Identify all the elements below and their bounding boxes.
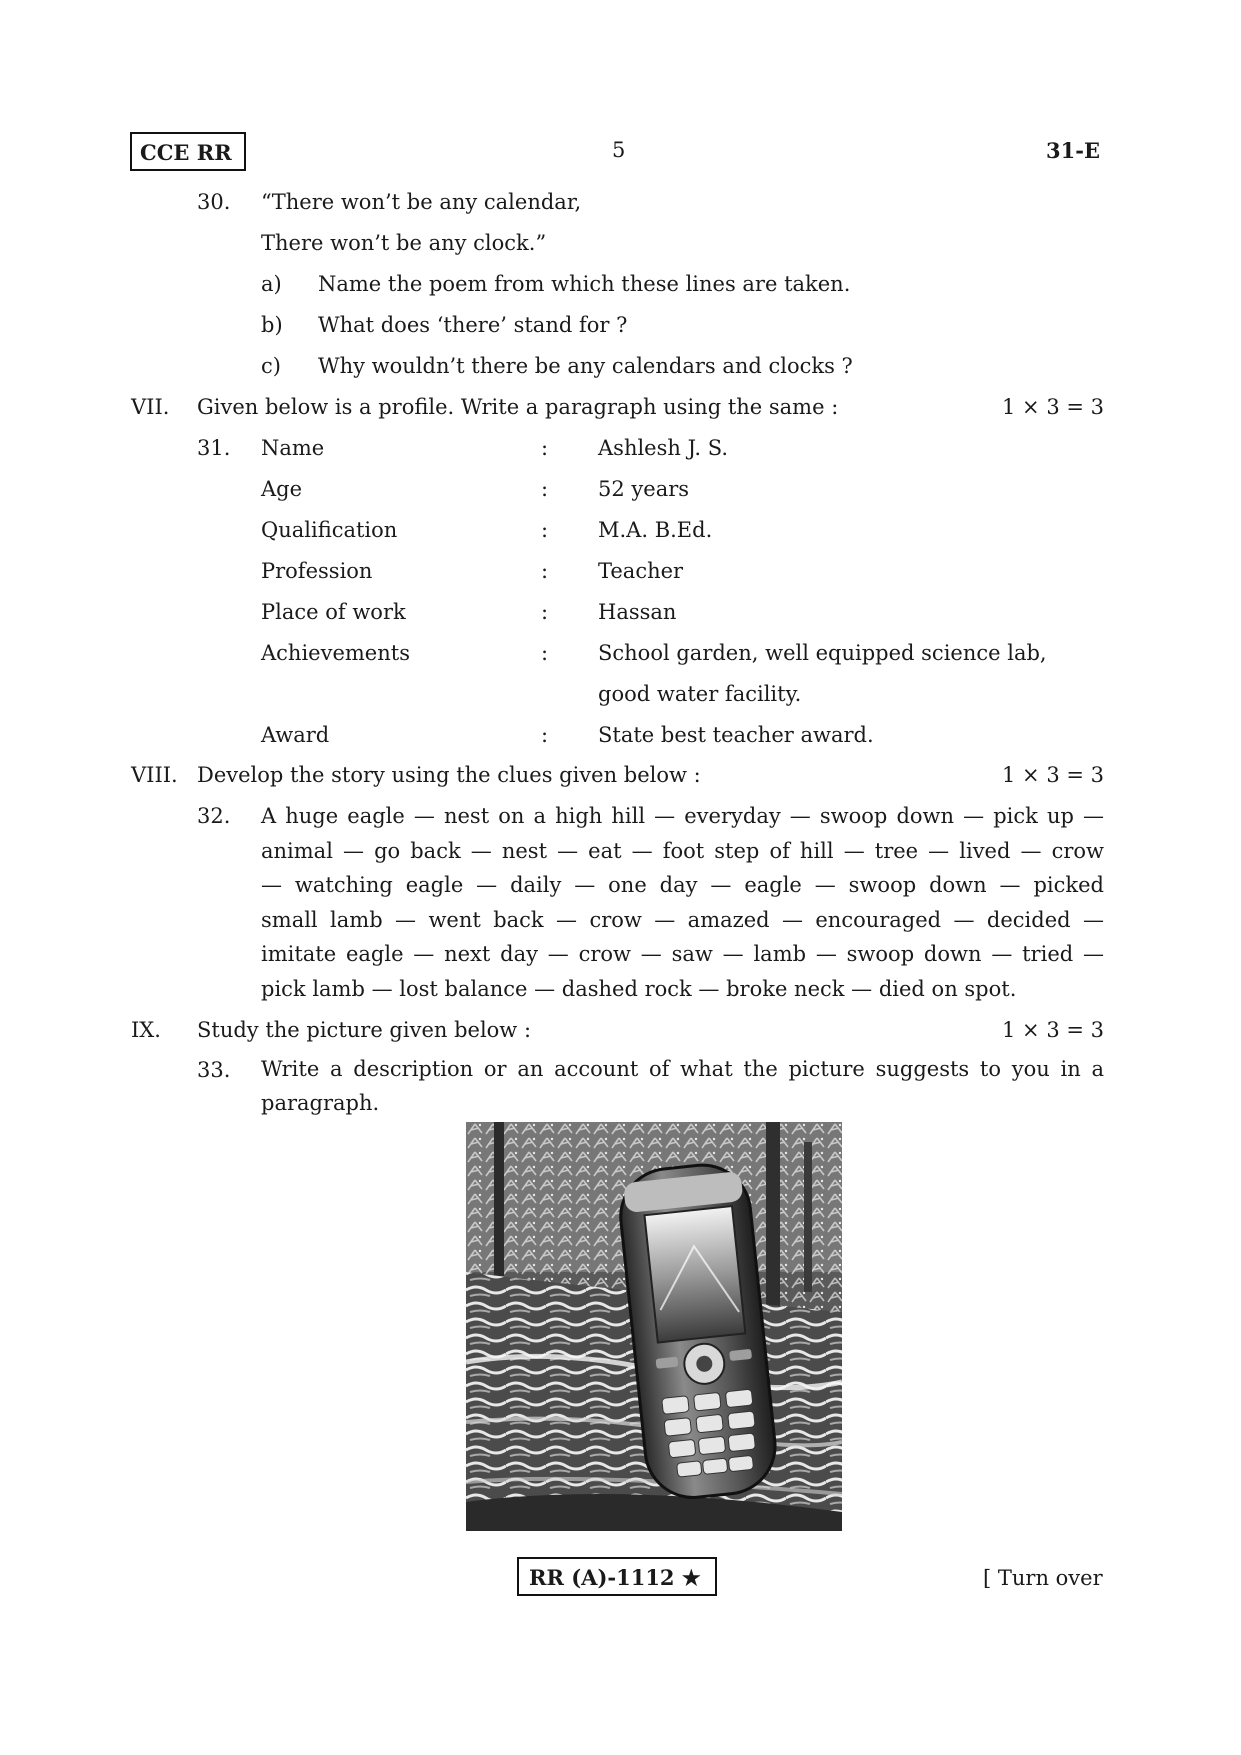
q30c-text: Why wouldn’t there be any calendars and clocks ? — [318, 354, 853, 378]
profile-label-qualification: Qualification — [261, 518, 398, 542]
q30b-label: b) — [261, 313, 283, 337]
q31-number: 31. — [197, 436, 231, 460]
profile-label-age: Age — [261, 477, 303, 501]
section-7-numeral: VII. — [131, 395, 170, 419]
q30a-text: Name the poem from which these lines are taken. — [318, 272, 851, 296]
profile-value-place-of-work: Hassan — [598, 600, 677, 624]
clue-line: A huge eagle — nest on a high hill — everyday — swoop down — pick up — — [261, 804, 1104, 828]
profile-colon: : — [541, 518, 549, 542]
profile-value-qualification: M.A. B.Ed. — [598, 518, 713, 542]
profile-value-profession: Teacher — [598, 559, 684, 583]
page-number: 5 — [612, 138, 626, 162]
q32-number: 32. — [197, 804, 231, 828]
profile-colon: : — [541, 436, 549, 460]
profile-colon: : — [541, 641, 549, 665]
profile-label-name: Name — [261, 436, 325, 460]
clue-line: — watching eagle — daily — one day — eagle — swoop down — picked — [261, 873, 1104, 897]
clue-line: pick lamb — lost balance — dashed rock — broke neck — died on spot. — [261, 976, 1017, 1001]
section-8-instruction: Develop the story using the clues given below : — [197, 763, 701, 787]
profile-colon: : — [541, 559, 549, 583]
profile-value-name: Ashlesh J. S. — [598, 436, 729, 460]
profile-colon: : — [541, 600, 549, 624]
profile-label-profession: Profession — [261, 559, 373, 583]
section-7-marks: 1 × 3 = 3 — [1002, 395, 1104, 419]
paper-code: 31-E — [1046, 138, 1100, 163]
q30-quote-line-1: “There won’t be any calendar, — [261, 190, 582, 214]
q30a-label: a) — [261, 272, 282, 296]
profile-value-achievements-continued: good water facility. — [598, 682, 802, 706]
q30c-label: c) — [261, 354, 281, 378]
profile-colon: : — [541, 723, 549, 747]
clue-line: animal — go back — nest — eat — foot step of hill — tree — lived — crow — [261, 838, 1104, 863]
q30-number: 30. — [197, 190, 231, 214]
clue-line: small lamb — went back — crow — amazed — encouraged — decided — — [261, 907, 1104, 932]
profile-label-place-of-work: Place of work — [261, 600, 406, 624]
profile-colon: : — [541, 477, 549, 501]
story-clues — [261, 799, 1104, 1006]
mobile-phone-in-forest-stream-photo — [466, 1122, 842, 1531]
q33-text: Write a description or an account of what the picture suggests to you in a paragraph. — [261, 1057, 1104, 1115]
profile-label-award: Award — [261, 723, 330, 747]
footer-code-box: RR (A)-1112 ★ — [517, 1557, 717, 1596]
profile-label-achievements: Achievements — [261, 641, 410, 665]
turn-over-note: [ Turn over — [983, 1566, 1103, 1590]
section-9-numeral: IX. — [131, 1018, 161, 1042]
q33-number: 33. — [197, 1058, 231, 1082]
section-7-instruction: Given below is a profile. Write a paragraph using the same : — [197, 395, 839, 419]
section-9-marks: 1 × 3 = 3 — [1002, 1018, 1104, 1042]
profile-value-age: 52 years — [598, 477, 690, 501]
q30-quote-line-2: There won’t be any clock.” — [261, 231, 547, 255]
section-8-marks: 1 × 3 = 3 — [1002, 763, 1104, 787]
section-8-numeral: VIII. — [131, 763, 178, 787]
profile-value-achievements: School garden, well equipped science lab, — [598, 641, 1047, 665]
section-9-instruction: Study the picture given below : — [197, 1018, 532, 1042]
profile-value-award: State best teacher award. — [598, 723, 874, 747]
q30b-text: What does ‘there’ stand for ? — [318, 313, 628, 337]
header-code-box: CCE RR — [130, 132, 246, 171]
clue-line: imitate eagle — next day — crow — saw — lamb — swoop down — tried — — [261, 942, 1104, 966]
